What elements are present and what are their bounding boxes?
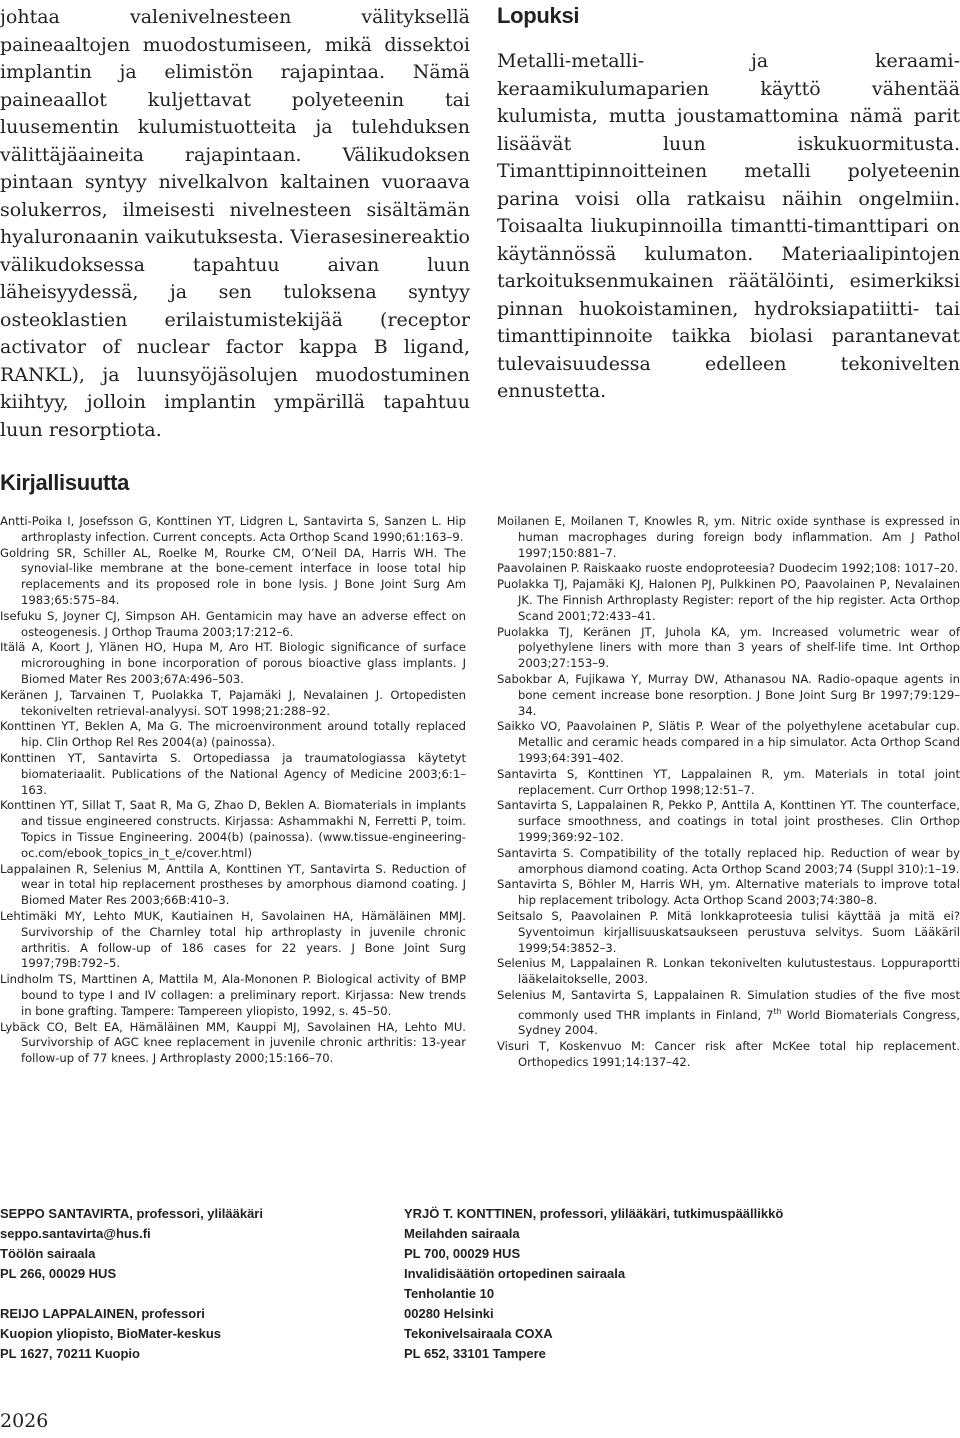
references-heading: Kirjallisuutta: [0, 470, 130, 495]
reference-item: Santavirta S. Compatibility of the totally replaced hip. Reduction of wear by amorphous diamond coating. Acta Orthop Scand 2003;74 (Suppl 310):1–19.: [497, 845, 960, 876]
author-info-right: [404, 1204, 960, 1364]
reference-text-part: Selenius M, Santavirta S, Lappalainen R. Simulation studies of the five most commonly used THR implants in Finland, 7: [497, 987, 960, 1022]
body-paragraph: johtaa valenivelnesteen välityksellä paineaaltojen muodostumiseen, mikä dissektoi implantin ja elimistön rajapintaa. Nämä paineaallot kuljettavat polyeteenin tai luusementin kulumistuotteita ja tulehduksen välittäjäaineita rajapintaan. Välikudoksen pintaan syntyy nivelkalvon kaltainen vuoraava solukerros, ilmeisesti nivelnesteen sisältämän hyaluronaanin vaikutuksesta. Vierasesinereaktio välikudoksessa tapahtuu aivan luun läheisyydessä, ja sen tuloksena syntyy osteoklastien erilaistumistekijää (receptor activator of nuclear factor kappa B ligand, RANKL), ja luunsyöjäsolujen muodostuminen kiihtyy, jolloin implantin ympärillä tapahtuu luun resorptiota.: [0, 6, 470, 441]
reference-item: Konttinen YT, Santavirta S. Ortopediassa ja traumatologiassa käytetyt biomateriaalit. Publications of the National Agency of Medicine 2003;6:1–163.: [0, 750, 466, 797]
author-block-spacer: [0, 1284, 440, 1304]
reference-item: Lappalainen R, Selenius M, Anttila A, Konttinen YT, Santavirta S. Reduction of wear in total hip replacement prostheses by amorphous diamond coating. J Biomed Mater Res 2003;66B:410–3.: [0, 861, 466, 908]
body-text-left-column: [0, 4, 470, 444]
reference-item: Itälä A, Koort J, Ylänen HO, Hupa M, Aro HT. Biologic significance of surface microroughing in bone incorporation of porous bioactive glass implants. J Biomed Mater Res 2003;67A:496–503.: [0, 640, 466, 686]
reference-item: Seitsalo S, Paavolainen P. Mitä lonkkaproteesia tulisi käyttää ja mitä ei? Syventoimun kirjallisuuskatsaukseen perustuva selvitys. Suom Lääkäril 1999;54:3852–3.: [497, 908, 960, 955]
author-info-line: PL 266, 00029 HUS: [0, 1266, 117, 1281]
reference-item: Antti-Poika I, Josefsson G, Konttinen YT, Lidgren L, Santavirta S, Sanzen L. Hip arthroplasty infection. Current concepts. Acta Orthop Scand 1990;61:163–9.: [0, 514, 466, 544]
reference-item: Lybäck CO, Belt EA, Hämäläinen MM, Kauppi MJ, Savolainen HA, Lehto MU. Survivorship of AGC knee replacement in juvenile chronic arthritis: 13-year follow-up of 77 knees. J Arthroplasty 2000;15:166–70.: [0, 1019, 466, 1066]
author-info-line: PL 1627, 70211 Kuopio: [0, 1346, 140, 1361]
reference-item: Santavirta S, Böhler M, Harris WH, ym. Alternative materials to improve total hip replacement tribology. Acta Orthop Scand 2003;74:380–8.: [497, 877, 960, 908]
author-info-line: Meilahden sairaala: [404, 1226, 520, 1241]
author-info-line: Töölön sairaala: [0, 1246, 96, 1261]
references-left-column: [0, 514, 466, 1067]
author-info-line: REIJO LAPPALAINEN, professori: [0, 1306, 205, 1321]
author-info-line: Tenholantie 10: [404, 1286, 495, 1301]
reference-item: Saikko VO, Paavolainen P, Slätis P. Wear of the polyethylene acetabular cup. Metallic and ceramic heads compared in a hip simulator. Acta Orthop Scand 1993;64:391–402.: [497, 719, 960, 765]
reference-item: Paavolainen P. Raiskaako ruoste endoproteesia? Duodecim 1992;108: 1017–20.: [497, 561, 959, 576]
author-info-line: PL 700, 00029 HUS: [404, 1246, 521, 1261]
author-info-line: Kuopion yliopisto, BioMater-keskus: [0, 1326, 222, 1341]
reference-item: Puolakka TJ, Pajamäki KJ, Halonen PJ, Pulkkinen PO, Paavolainen P, Nevalainen JK. The Finnish Arthroplasty Register: report of the hip register. Acta Orthop Scand 2001;72:433–41.: [497, 577, 960, 623]
author-info-line: Invalidisäätiön ortopedinen sairaala: [404, 1266, 626, 1281]
reference-item: Konttinen YT, Beklen A, Ma G. The microenvironment around totally replaced hip. Clin Orthop Rel Res 2004(a) (painossa).: [0, 719, 466, 750]
reference-item: Sabokbar A, Fujikawa Y, Murray DW, Athanasou NA. Radio-opaque agents in bone cement increase bone resorption. J Bone Joint Surg Br 1997;79:129–34.: [497, 671, 960, 718]
reference-item: Santavirta S, Lappalainen R, Pekko P, Anttila A, Konttinen YT. The counterface, surface smoothness, and coatings in total joint prostheses. Clin Orthop 1999;369:92–102.: [497, 798, 960, 844]
reference-item: Moilanen E, Moilanen T, Knowles R, ym. Nitric oxide synthase is expressed in human macrophages during foreign body inflammation. Am J Pathol 1997;150:881–7.: [497, 514, 960, 560]
reference-item: Santavirta S, Konttinen YT, Lappalainen R, ym. Materials in total joint replacement. Curr Orthop 1998;12:51–7.: [497, 766, 960, 797]
reference-item: Visuri T, Koskenvuo M: Cancer risk after McKee total hip replacement. Orthopedics 1991;14:137–42.: [497, 1039, 960, 1069]
reference-text-part: th: [773, 1006, 782, 1016]
reference-item: Keränen J, Tarvainen T, Puolakka T, Pajamäki J, Nevalainen J. Ortopedisten tekonivelten retrieval-analyysi. SOT 1998;21:288–92.: [0, 687, 466, 718]
page-number: 2026: [0, 1410, 49, 1432]
reference-item: Selenius M, Lappalainen R. Lonkan tekonivelten kulutustestaus. Loppuraportti lääkelaitokselle, 2003.: [497, 956, 960, 987]
reference-text-part: World Biomaterials Congress, Sydney 2004.: [518, 1007, 960, 1038]
author-info-line: SEPPO SANTAVIRTA, professori, ylilääkäri: [0, 1206, 263, 1221]
author-info-left: [0, 1204, 440, 1364]
conclusion-section: [497, 2, 960, 406]
author-info-line: Tekonivelsairaala COXA: [404, 1326, 553, 1341]
author-info-line: 00280 Helsinki: [404, 1306, 494, 1321]
author-info-line: PL 652, 33101 Tampere: [404, 1346, 546, 1361]
conclusion-paragraph: Metalli-metalli- ja keraami-keraamikulumaparien käyttö vähentää kulumista, mutta joustamattomina nämä parit lisäävät luun iskukuormitusta. Timanttipinnoitteinen metalli polyeteenin parina voisi olla ratkaisu näihin ongelmiin. Toisaalta liukupinnoilla timantti-timanttipari on käytännössä kulumaton. Materiaalipintojen tarkoituksenmukainen räätälöinti, esimerkiksi pinnan huokoistaminen, hydroksiapatiitti- tai timanttipinnoite taikka biolasi parantanevat tulevaisuudessa edelleen tekonivelten ennustetta.: [497, 50, 960, 402]
section-heading-lopuksi: Lopuksi: [497, 3, 580, 28]
author-info-line: seppo.santavirta@hus.fi: [0, 1226, 151, 1241]
reference-item: Lindholm TS, Marttinen A, Mattila M, Ala-Mononen P. Biological activity of BMP bound to type I and IV collagen: a preliminary report. Kirjassa: New trends in bone grafting. Tampere: Tampereen yliopisto, 1992, s. 45–50.: [0, 972, 466, 1018]
reference-item: [497, 988, 960, 1039]
reference-item: Lehtimäki MY, Lehto MUK, Kautiainen H, Savolainen HA, Hämäläinen MMJ. Survivorship of the Charnley total hip arthroplasty in juvenile chronic arthritis. A follow-up of 186 cases for 22 years. J Bone Joint Surg 1997;79B:792–5.: [0, 908, 466, 971]
reference-item: Goldring SR, Schiller AL, Roelke M, Rourke CM, O’Neil DA, Harris WH. The synovial-like membrane at the bone-cement interface in loose total hip replacements and its proposed role in bone lysis. J Bone Joint Surg Am 1983;65:575–84.: [0, 545, 466, 607]
reference-item: Isefuku S, Joyner CJ, Simpson AH. Gentamicin may have an adverse effect on osteogenesis. J Orthop Trauma 2003;17:212–6.: [0, 608, 466, 639]
reference-item: Puolakka TJ, Keränen JT, Juhola KA, ym. Increased volumetric wear of polyethylene liners with more than 3 years of shelf-life time. Int Orthop 2003;27:153–9.: [497, 624, 960, 671]
author-info-line: YRJÖ T. KONTTINEN, professori, ylilääkäri, tutkimuspäällikkö: [404, 1206, 784, 1221]
reference-item: Konttinen YT, Sillat T, Saat R, Ma G, Zhao D, Beklen A. Biomaterials in implants and tissue engineered constructs. Kirjassa: Ashammakhi N, Ferretti P, toim. Topics in Tissue Engineering. 2004(b) (painossa). (www.tissue-engineering-oc.com/ebook_topics_in_t_e/cover.html): [0, 798, 466, 860]
references-right-column: [497, 514, 960, 1071]
